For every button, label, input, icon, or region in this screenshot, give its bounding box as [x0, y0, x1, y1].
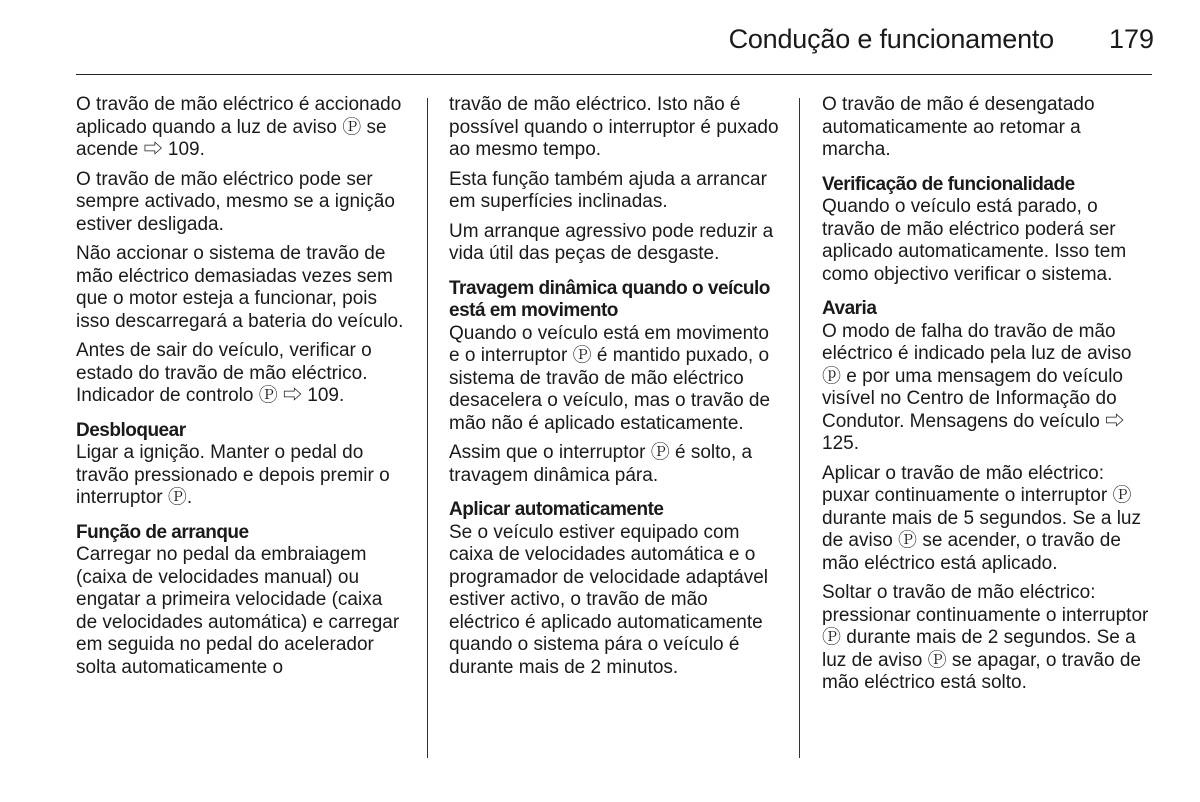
paragraph: O travão de mão é desengatado automaticamente ao retomar a marcha. [822, 94, 1095, 160]
paragraph: O travão de mão eléctrico é accionado aplicado quando a luz de aviso Ⓟ se acende ⇨ 109. [76, 94, 402, 160]
paragraph: Se o veículo estiver equipado com caixa de velocidades automática e o programador de velocidade adaptável estiver activo, o travão de mão eléctrico é aplicado automaticamente quando o sistema pára o veículo é durante mais de 2 minutos. [449, 521, 768, 678]
section-heading: Avaria [822, 298, 877, 319]
section-heading: Desbloquear [76, 419, 186, 441]
column-divider [427, 98, 428, 758]
paragraph: Antes de sair do veículo, verificar o estado do travão de mão eléctrico. Indicador de controlo Ⓟ ⇨ 109. [76, 340, 372, 406]
paragraph: travão de mão eléctrico. Isto não é possível quando o interruptor é puxado ao mesmo tempo. [449, 94, 779, 160]
paragraph: Assim que o interruptor Ⓟ é solto, a travagem dinâmica pára. [449, 442, 753, 486]
paragraph: Soltar o travão de mão eléctrico: pressionar continuamente o interruptor Ⓟ durante mais de 2 segundos. Se a luz de aviso Ⓟ se apagar, o travão de mão eléctrico está solto. [822, 582, 1149, 693]
page-number: 179 [1108, 24, 1154, 54]
page-header [0, 20, 1154, 60]
section-heading: Aplicar automaticamente [449, 499, 664, 520]
paragraph: Não accionar o sistema de travão de mão eléctrico demasiadas vezes sem que o motor esteja a funcionar, pois isso descarregará a bateria do veículo. [76, 243, 404, 332]
section-heading: Verificação de funcionalidade [822, 173, 1075, 195]
paragraph: Aplicar o travão de mão eléctrico: puxar continuamente o interruptor Ⓟ durante mais de 5 segundos. Se a luz de aviso Ⓟ se acender, o travão de mão eléctrico está aplicado. [822, 462, 1141, 574]
text-column-3 [822, 94, 1154, 702]
paragraph: Esta função também ajuda a arrancar em superfícies inclinadas. [449, 168, 767, 212]
section-heading: Função de arranque [76, 521, 249, 543]
text-column-2 [449, 94, 781, 686]
paragraph: O modo de falha do travão de mão eléctrico é indicado pela luz de aviso ⓟ e por uma mensagem do veículo visível no Centro de Informação do Condutor. Mensagens do veículo ⇨ 125. [822, 320, 1132, 454]
paragraph: Ligar a ignição. Manter o pedal do travão pressionado e depois premir o interruptor Ⓟ. [76, 442, 390, 508]
header-divider [76, 74, 1152, 75]
paragraph: O travão de mão eléctrico pode ser sempre activado, mesmo se a ignição estiver desligada. [76, 168, 395, 235]
paragraph: Um arranque agressivo pode reduzir a vida útil das peças de desgaste. [449, 220, 774, 264]
column-divider [799, 98, 800, 758]
paragraph: Carregar no pedal da embraiagem (caixa de velocidades manual) ou engatar a primeira velocidade (caixa de velocidades automática) e carregar em seguida no pedal do acelerador solta automaticamente o [76, 544, 400, 678]
text-column-1 [76, 94, 408, 686]
paragraph: Quando o veículo está parado, o travão de mão eléctrico poderá ser aplicado automaticamente. Isso tem como objectivo verificar o sistema. [822, 196, 1127, 285]
section-title: Condução e funcionamento [728, 24, 1054, 54]
section-heading: Travagem dinâmica quando o veículo está em movimento [449, 277, 770, 321]
paragraph: Quando o veículo está em movimento e o interruptor Ⓟ é mantido puxado, o sistema de travão de mão eléctrico desacelera o veículo, mas o travão de mão não é aplicado estaticamente. [449, 322, 771, 434]
